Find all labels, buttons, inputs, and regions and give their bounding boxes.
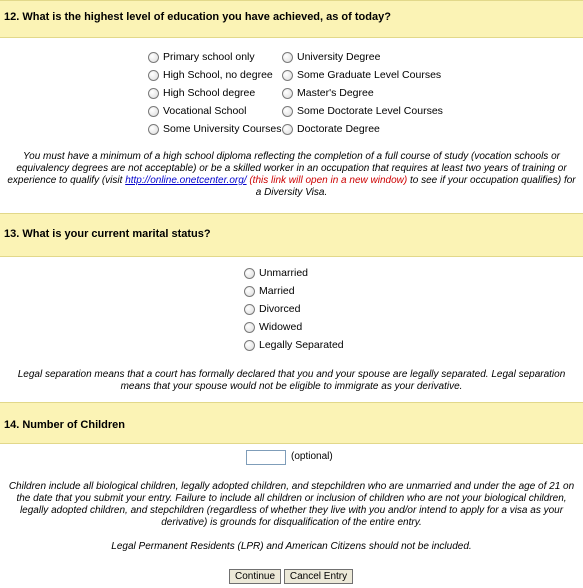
- q12-option-vocational[interactable]: [148, 104, 246, 118]
- radio-icon[interactable]: [244, 322, 255, 333]
- option-label: High School degree: [163, 87, 256, 99]
- q12-title: 12. What is the highest level of education you have achieved, as of today?: [4, 11, 391, 23]
- q12-option-hs-degree[interactable]: [148, 86, 255, 100]
- radio-icon[interactable]: [148, 124, 159, 135]
- radio-icon[interactable]: [148, 106, 159, 117]
- radio-icon[interactable]: [282, 106, 293, 117]
- q14-note: Children include all biological children, legally adopted children, and stepchildren who are unmarried and under the age of 21 on the date that you submit your entry. Failure to include all children or inclusion of children who are not your biological children, legally adopted children, and stepchildren (regardless of whether they live with you and/or intend to apply for a visa as your derivative) is grounds for disqualification of the entire entry.: [8, 481, 575, 528]
- radio-icon[interactable]: [282, 124, 293, 135]
- radio-icon[interactable]: [244, 304, 255, 315]
- radio-icon[interactable]: [148, 70, 159, 81]
- option-label: Legally Separated: [259, 339, 344, 351]
- q12-option-primary[interactable]: [148, 50, 255, 64]
- q14-title: 14. Number of Children: [4, 419, 126, 431]
- q14-lpr-note: Legal Permanent Residents (LPR) and American Citizens should not be included.: [111, 541, 472, 552]
- radio-icon[interactable]: [148, 52, 159, 63]
- q13-header: [0, 213, 583, 257]
- option-label: High School, no degree: [163, 69, 273, 81]
- radio-icon[interactable]: [244, 268, 255, 279]
- q13-option-unmarried[interactable]: [244, 266, 308, 280]
- q12-option-doctorate[interactable]: [282, 122, 380, 136]
- q13-option-married[interactable]: [244, 284, 295, 298]
- q13-option-widowed[interactable]: [244, 320, 302, 334]
- q14-header: [0, 402, 583, 444]
- q12-option-university-degree[interactable]: [282, 50, 380, 64]
- optional-label: (optional): [291, 451, 333, 462]
- number-of-children-input[interactable]: [246, 450, 286, 465]
- radio-icon[interactable]: [282, 52, 293, 63]
- continue-button[interactable]: Continue: [229, 569, 281, 584]
- option-label: Doctorate Degree: [297, 123, 380, 135]
- q13-option-legally-separated[interactable]: [244, 338, 344, 352]
- q12-option-masters[interactable]: [282, 86, 374, 100]
- q12-link-warning: (this link will open in a new window): [246, 175, 408, 186]
- option-label: Widowed: [259, 321, 303, 333]
- option-label: Vocational School: [163, 105, 247, 117]
- q12-option-some-graduate[interactable]: [282, 68, 441, 82]
- radio-icon[interactable]: [282, 70, 293, 81]
- q12-option-hs-no-degree[interactable]: [148, 68, 273, 82]
- q13-option-divorced[interactable]: [244, 302, 300, 316]
- radio-icon[interactable]: [282, 88, 293, 99]
- radio-icon[interactable]: [244, 340, 255, 351]
- q12-header: [0, 0, 583, 38]
- q12-note-text-2: to see if your occupation qualifies) for a Diversity Visa.: [255, 175, 576, 198]
- option-label: Some University Courses: [163, 123, 282, 135]
- option-label: University Degree: [297, 51, 381, 63]
- option-label: Some Doctorate Level Courses: [297, 105, 443, 117]
- option-label: Married: [259, 285, 295, 297]
- q12-option-some-university[interactable]: [148, 122, 281, 136]
- q13-title: 13. What is your current marital status?: [4, 228, 211, 240]
- q12-note: [6, 151, 577, 199]
- option-label: Primary school only: [163, 51, 255, 63]
- option-label: Unmarried: [259, 267, 309, 279]
- cancel-entry-button[interactable]: Cancel Entry: [284, 569, 353, 584]
- radio-icon[interactable]: [148, 88, 159, 99]
- radio-icon[interactable]: [244, 286, 255, 297]
- q12-option-some-doctorate[interactable]: [282, 104, 443, 118]
- q12-note-text-1: You must have a minimum of a high school diploma reflecting the completion of a full course of study (vocation schools or equivalency degrees are not acceptable) or be a skilled worker in an occupation that requires at least two years of training or experience to qualify (visit: [7, 151, 567, 186]
- option-label: Divorced: [259, 303, 301, 315]
- option-label: Some Graduate Level Courses: [297, 69, 442, 81]
- onetcenter-link[interactable]: http://online.onetcenter.org/: [125, 175, 247, 186]
- option-label: Master's Degree: [297, 87, 374, 99]
- q13-note: Legal separation means that a court has formally declared that you and your spouse are legally separated. Legal separation means that your spouse would not be eligible to immigrate as your derivative.: [17, 369, 566, 392]
